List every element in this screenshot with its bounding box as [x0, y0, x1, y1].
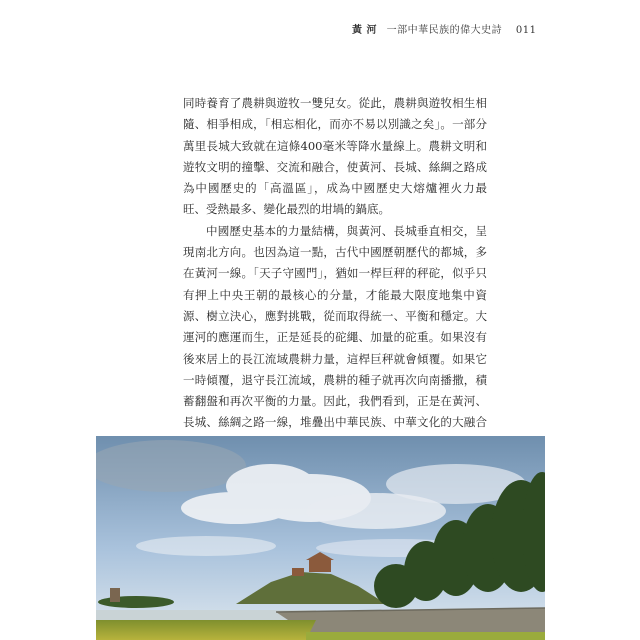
- tower: [110, 588, 120, 602]
- paragraph: 同時養育了農耕與遊牧一雙兒女。從此，農耕與遊牧相生相隨、相爭相成，「相忘相化，而亦不易以別識之矣」。一部分萬里長城大致就在這條400毫米等降水量線上。農耕文明和遊牧文明的撞擊、交流和融合，使黃河、長城、絲綢之路成為中國歷史的「高溫區」，成為中國歷史大熔爐裡火力最旺、受熱最多、變化最烈的坩堝的鍋底。: [183, 96, 487, 217]
- landscape-illustration: [96, 436, 545, 640]
- book-title: 一部中華民族的偉大史詩: [386, 25, 503, 36]
- running-header: [352, 21, 536, 36]
- page-number: 011: [515, 25, 537, 36]
- running-title: 黃 河: [352, 25, 377, 36]
- paragraph: 中國歷史基本的力量結構，與黃河、長城垂直相交，呈現南北方向。也因為這一點，古代中國歷朝歷代的都城，多在黃河一線。「天子守國門」，猶如一桿巨秤的秤砣，似乎只有押上中央王朝的最核心的分量，才能最大限度地集中資源、樹立決心，應對挑戰，從而取得統一、平衡和穩定。大運河的應運而生，正是延長的砣繩、加量的砣重。如果沒有後來居上的長江流域農耕力量，這桿巨秤就會傾覆。如果它一時傾覆，退守長江流域，農耕的種子就再次向南播撒，積蓄翻盤和再次平衡的力量。因此，我們看到，正是在黃河、長城、絲綢之路一線，堆疊出中華民族、中華文化的大融合: [183, 223, 487, 430]
- landscape-photo: [96, 436, 545, 640]
- grassland: [96, 620, 316, 640]
